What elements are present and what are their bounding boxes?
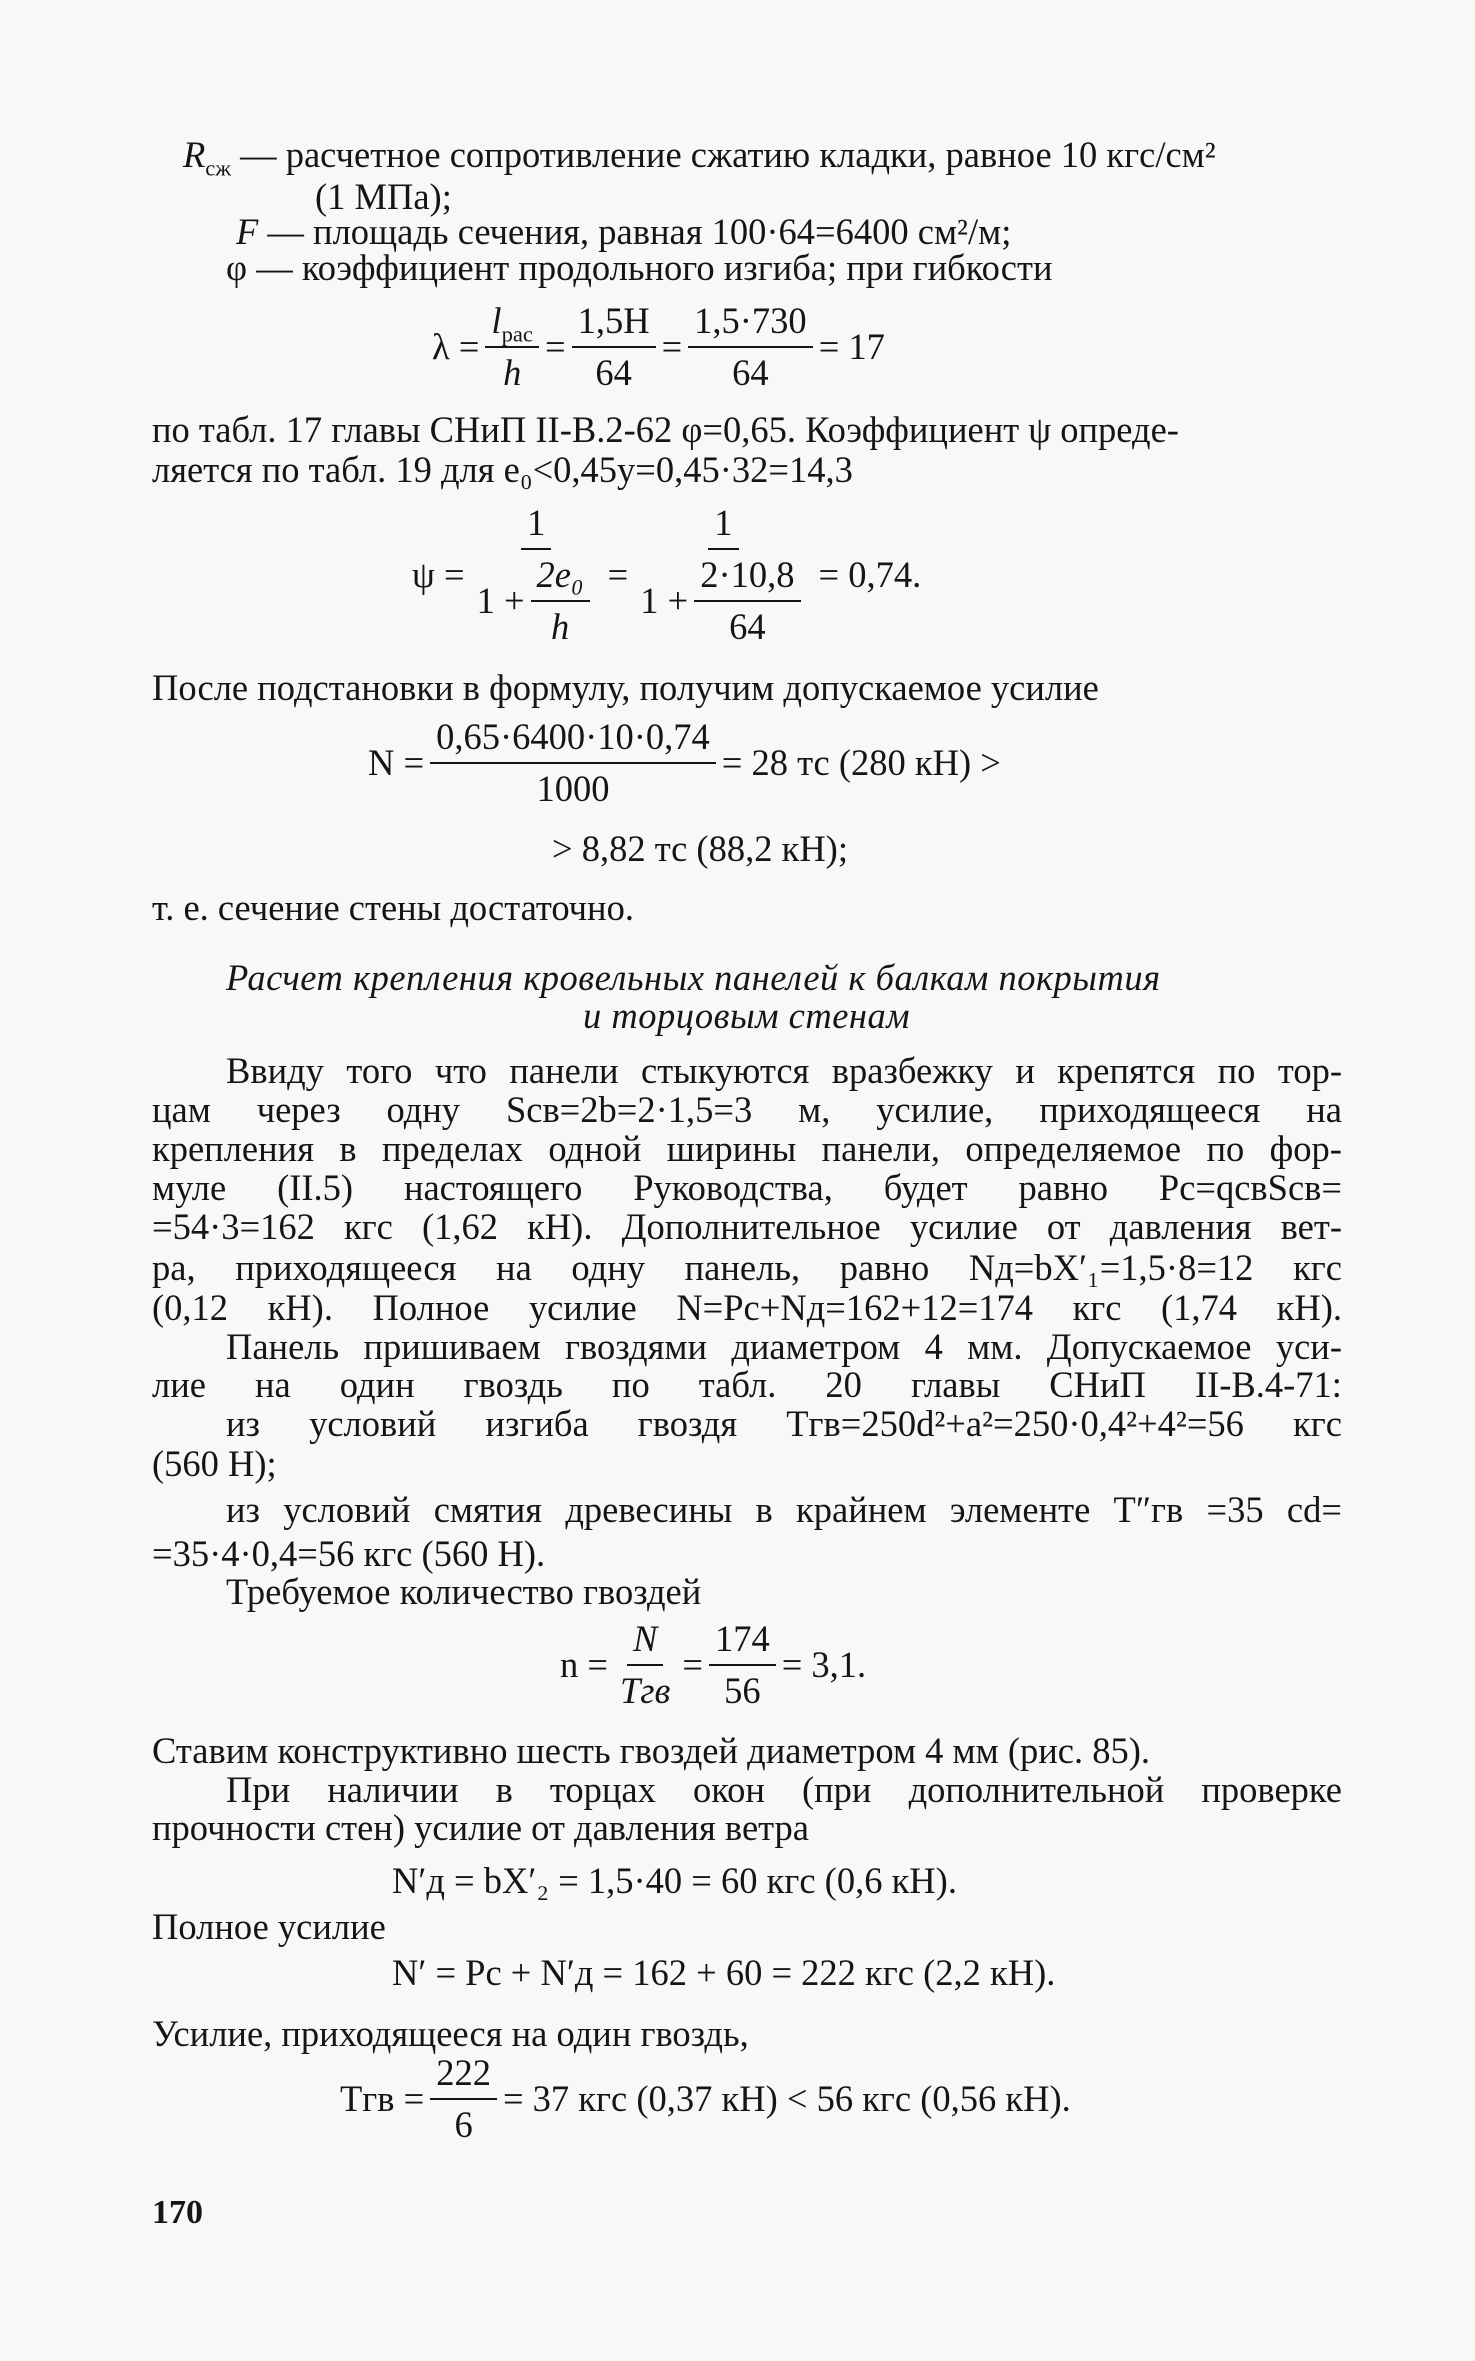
windows-line1: При наличии в торцах окон (при дополнительной проверке — [226, 1769, 1342, 1810]
per-nail-text: Усилие, приходящееся на один гвоздь, — [152, 2013, 749, 2054]
required-nails-text: Требуемое количество гвоздей — [226, 1571, 702, 1612]
body-p2-line4: (560 Н); — [152, 1443, 277, 1484]
total-force-label: Полное усилие — [152, 1906, 386, 1947]
psi-formula: ψ = 1 1 + $\frac{\text{2e₀}}{h}$ = 1 1 + $\frac{2\cdot 10,8}{64}$ = 0,74. — [412, 502, 922, 647]
nails-formula: n = N Tгв = $\frac{174}{56}$ = 3,1. — [560, 1618, 867, 1711]
t-formula: Tгв = $\frac{222}{6}$ = 37 кгс (0,37 кН) < 56 кгс (0,56 кН). — [340, 2052, 1071, 2145]
section-title-line1: Расчет крепления кровельных панелей к балкам покрытия — [226, 957, 1161, 998]
definition-phi: φ — коэффициент продольного изгиба; при гибкости — [226, 247, 1053, 288]
body-p3-line2: =35·4·0,4=56 кгс (560 Н). — [152, 1533, 546, 1574]
body-p1-line7: (0,12 кН). Полное усилие N=Pс+Nд=162+12=174 кгс (1,74 кН). — [152, 1287, 1342, 1328]
body-p2-line1: Панель пришиваем гвоздями диаметром 4 мм. Допускаемое уси- — [226, 1326, 1342, 1367]
para-snip-line1: по табл. 17 главы СНиП II-В.2-62 φ=0,65. Коэффициент ψ опреде- — [152, 409, 1179, 450]
body-p3-line1: из условий смятия древесины в крайнем элементе T″гв =35 cd= — [226, 1489, 1342, 1530]
body-p1-line2: цам через одну Sсв=2b=2·1,5=3 м, усилие, приходящееся на — [152, 1089, 1342, 1130]
nd-formula: N′д = bX′₂ = 1,5·40 = 60 кгс (0,6 кН). — [392, 1860, 957, 1901]
section-title-line2: и торцовым стенам — [583, 995, 911, 1036]
body-p1-line4: муле (II.5) настоящего Руководства, будет равно Pс=qсвSсв= — [152, 1167, 1342, 1208]
page-number: 170 — [152, 2194, 203, 2231]
body-p1-line3: крепления в пределах одной ширины панели, определяемое по фор- — [152, 1128, 1342, 1169]
conclusion: т. е. сечение стены достаточно. — [152, 887, 634, 928]
nprime-formula: N′ = Pс + N′д = 162 + 60 = 222 кгс (2,2 кН). — [392, 1952, 1056, 1993]
lambda-formula: λ = $l_{рас}$ h = $\frac{1,5H}{64}$ = $\frac{1,5\cdot 730}{64}$ = 17 — [432, 300, 885, 393]
body-p1-line6: ра, приходящееся на одну панель, равно Nд=bX′₁=1,5·8=12 кгс — [152, 1247, 1342, 1288]
windows-line2: прочности стен) усилие от давления ветра — [152, 1807, 809, 1848]
definition-f: F — площадь сечения, равная 100·64=6400 см²/м; — [236, 211, 1012, 252]
definition-rcz-unit: (1 МПа); — [315, 176, 452, 217]
after-substitution: После подстановки в формулу, получим допускаемое усилие — [152, 667, 1099, 708]
n-formula: N = $\frac{0,65\cdot 6400\cdot 10\cdot 0,74}{1000}$ = 28 тс (280 кН) > — [368, 716, 1001, 809]
body-p1-line1: Ввиду того что панели стыкуются вразбежку и крепятся по тор- — [226, 1050, 1342, 1091]
n-formula-continued: > 8,82 тс (88,2 кН); — [552, 828, 848, 869]
body-p1-line5: =54·3=162 кгс (1,62 кН). Дополнительное усилие от давления вет- — [152, 1206, 1342, 1247]
body-p2-line3: из условий изгиба гвоздя Tгв=250d²+a²=250·0,4²+4²=56 кгс — [226, 1403, 1342, 1444]
para-snip-line2: ляется по табл. 19 для e₀<0,45y=0,45·32=14,3 — [152, 449, 853, 490]
body-p2-line2: лие на один гвоздь по табл. 20 главы СНиП II-В.4-71: — [152, 1364, 1342, 1405]
definition-rcz: $R_{сж}$ — расчетное сопротивление сжатию кладки, равное 10 кгс/см² — [183, 134, 1216, 181]
nails-placement: Ставим конструктивно шесть гвоздей диаметром 4 мм (рис. 85). — [152, 1730, 1151, 1771]
